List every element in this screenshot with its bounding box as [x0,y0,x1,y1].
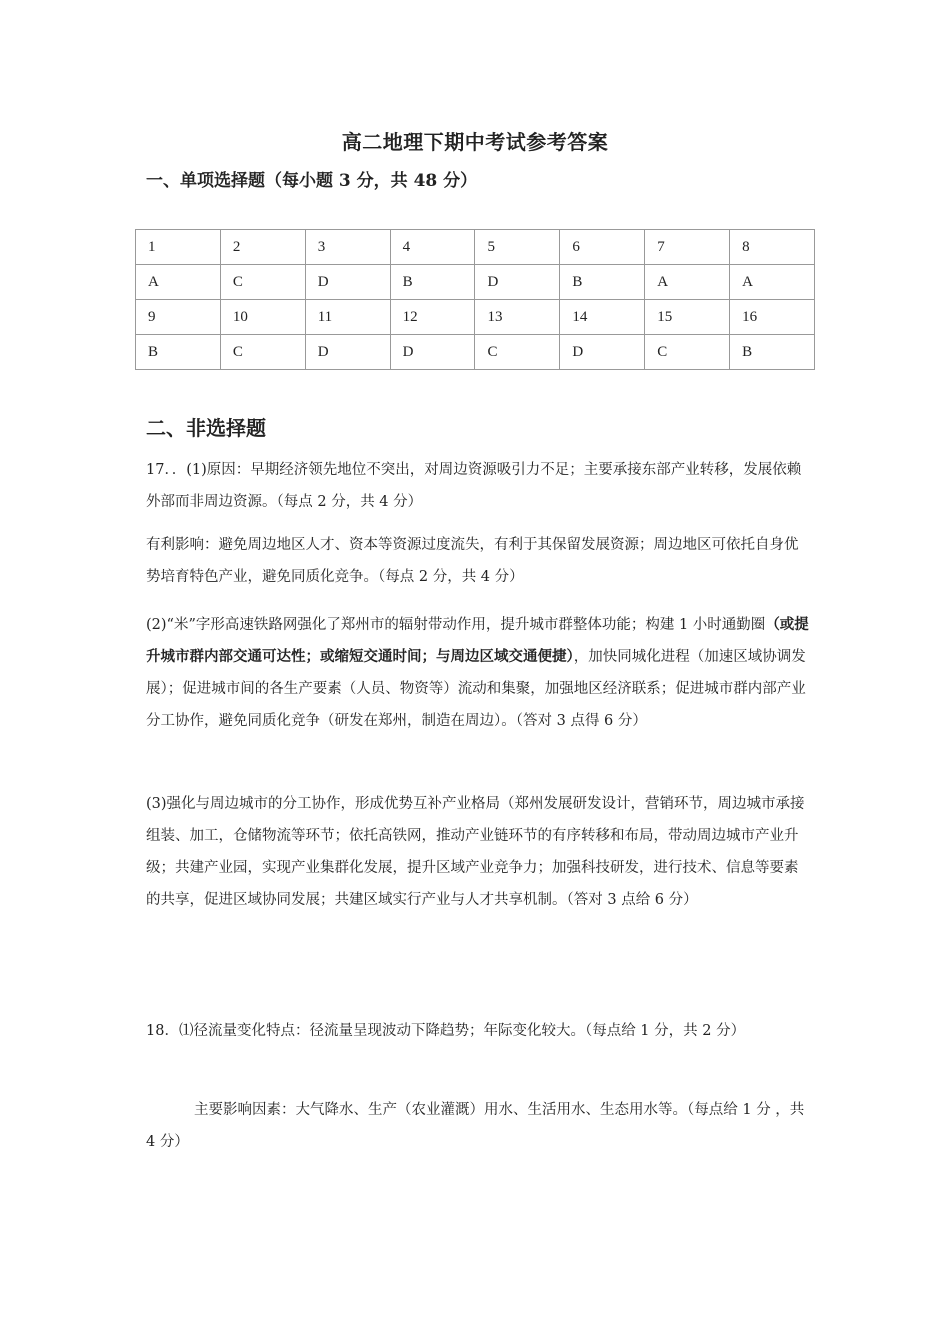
table-cell: 1 [136,230,221,265]
table-cell: D [305,335,390,370]
q17-part1-impact: 有利影响：避免周边地区人才、资本等资源过度流失，有利于其保留发展资源；周边地区可依托自身优势培育特色产业，避免同质化竞争。（每点 2 分，共 4 分） [146,537,799,585]
q17-part2-text-bold: （或提升城市群内部交通可达性；或缩短交通时间；与周边区域交通便捷） [146,616,809,665]
table-cell: 2 [220,230,305,265]
table-cell: B [390,265,475,300]
table-cell: 16 [730,300,815,335]
section-heading-nonchoice: 二、非选择题 [146,416,266,440]
table-cell: 8 [730,230,815,265]
table-cell: D [390,335,475,370]
table-cell: 6 [560,230,645,265]
table-cell: D [560,335,645,370]
table-cell: B [730,335,815,370]
table-row [136,335,815,370]
table-cell: 3 [305,230,390,265]
page-title: 高二地理下期中考试参考答案 [341,130,609,154]
table-cell: 7 [645,230,730,265]
section-heading-choice: 一、单项选择题（每小题 3 分，共 48 分） [146,171,478,191]
q17-part2-text-c: ，加快同城化进程（加速区域协调发展）；促进城市间的各生产要素（人员、物资等）流动和集聚，加强地区经济联系；促进城市群内部产业分工协作，避免同质化竞争（研发在郑州，制造在周边）。（答对 3 点得 6 分） [146,649,806,729]
table-cell: 4 [390,230,475,265]
table-cell: A [645,265,730,300]
table-cell: 11 [305,300,390,335]
table-cell: 13 [475,300,560,335]
q17-part1-reason: 17．．(1)原因：早期经济领先地位不突出，对周边资源吸引力不足；主要承接东部产业转移，发展依赖外部而非周边资源。（每点 2 分，共 4 分） [146,462,802,510]
q17-part2 [146,609,810,737]
table-row [136,300,815,335]
table-cell: 9 [136,300,221,335]
table-cell: A [136,265,221,300]
table-cell: A [730,265,815,300]
table-cell: C [645,335,730,370]
q17-part3: (3)强化与周边城市的分工协作，形成优势互补产业格局（郑州发展研发设计，营销环节，周边城市承接组装、加工，仓储物流等环节；依托高铁网，推动产业链环节的有序转移和布局，带动周边城市产业升级；共建产业园，实现产业集群化发展，提升区域产业竞争力；加强科技研发，进行技术、信息等要素的共享，促进区域协同发展；共建区域实行产业与人才共享机制。（答对 3 点给 6 分） [146,796,805,908]
table-cell: 15 [645,300,730,335]
table-cell: B [560,265,645,300]
table-cell: D [305,265,390,300]
q18-part1: 18．⑴径流量变化特点：径流量呈现波动下降趋势；年际变化较大。（每点给 1 分，共 2 分） [146,1023,746,1039]
table-cell: 12 [390,300,475,335]
table-cell: B [136,335,221,370]
table-row [136,230,815,265]
table-cell: C [475,335,560,370]
q18-factors: 主要影响因素：大气降水、生产（农业灌溉）用水、生活用水、生态用水等。（每点给 1 分 ，共 4 分） [146,1102,805,1150]
table-cell: 5 [475,230,560,265]
table-cell: C [220,335,305,370]
answer-table [135,229,815,370]
table-cell: 10 [220,300,305,335]
table-cell: 14 [560,300,645,335]
q17-part2-text-a: (2)“米”字形高速铁路网强化了郑州市的辐射带动作用，提升城市群整体功能；构建 1 小时通勤圈 [146,617,766,633]
table-cell: D [475,265,560,300]
table-row [136,265,815,300]
table-cell: C [220,265,305,300]
